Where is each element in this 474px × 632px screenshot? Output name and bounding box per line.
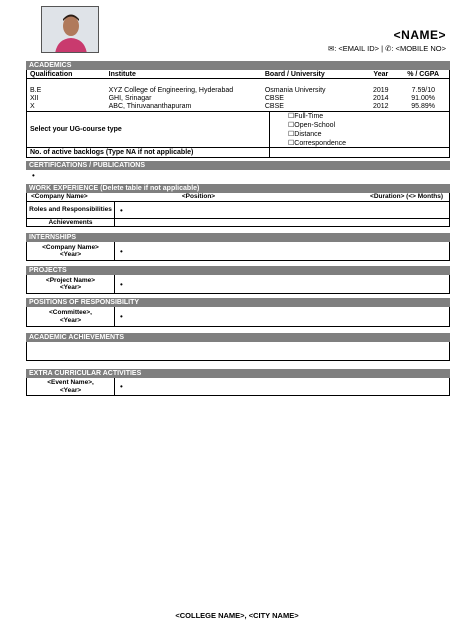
certifications-section <box>26 161 450 181</box>
position-label <box>27 307 115 326</box>
backlogs-value[interactable] <box>270 148 449 157</box>
roles-bullet: • <box>120 205 123 215</box>
extra-row <box>27 378 449 395</box>
cell-qualification: XII <box>30 95 39 102</box>
position-bullet: • <box>120 312 123 321</box>
cell-year: 2012 <box>372 103 389 110</box>
checkbox-open-school[interactable]: ☐Open-School <box>288 122 336 129</box>
ug-course-row <box>27 111 449 147</box>
cell-board: CBSE <box>264 103 284 110</box>
work-table <box>26 193 450 227</box>
list-item: • <box>32 171 35 180</box>
table-row <box>27 87 449 95</box>
academics-table <box>26 70 450 158</box>
cell-institute: GHI, Srinagar <box>108 95 152 102</box>
extra-year: <Year> <box>59 386 82 394</box>
contact-line: ✉: <EMAIL ID> | ✆: <MOBILE NO> <box>327 44 446 53</box>
ug-course-options <box>270 112 346 147</box>
achievements-label: Achievements <box>27 219 115 226</box>
section-title-positions: POSITIONS OF RESPONSIBILITY <box>26 298 450 307</box>
profile-photo <box>41 6 99 53</box>
project-year: <Year> <box>59 284 82 291</box>
col-board: Board / University <box>264 71 325 78</box>
cell-institute: ABC, Thiruvananthapuram <box>108 103 192 110</box>
backlogs-label: No. of active backlogs (Type NA if not applicable) <box>27 148 270 157</box>
position-committee: <Committee>, <box>49 309 92 316</box>
section-title-work: WORK EXPERIENCE (Delete table if not applicable) <box>26 184 450 193</box>
project-bullet: • <box>120 279 123 289</box>
work-company: <Company Name> <box>31 193 88 200</box>
achievements-box <box>26 342 450 361</box>
col-qualification: Qualification <box>30 71 73 78</box>
cell-institute: XYZ College of Engineering, Hyderabad <box>108 87 234 94</box>
work-position: <Position> <box>181 193 216 200</box>
extra-table <box>26 378 450 396</box>
academics-header-row <box>27 70 449 79</box>
extra-event: <Event Name>, <box>47 379 94 386</box>
position-row <box>27 307 449 326</box>
internships-section <box>26 233 450 261</box>
section-title-achievements: ACADEMIC ACHIEVEMENTS <box>26 333 450 342</box>
section-title-certifications: CERTIFICATIONS / PUBLICATIONS <box>26 161 450 170</box>
col-score: % / CGPA <box>407 71 439 78</box>
positions-table <box>26 307 450 327</box>
internships-table <box>26 242 450 261</box>
backlogs-row <box>27 147 449 157</box>
cell-score: 91.00% <box>411 95 436 102</box>
checkbox-distance[interactable]: ☐Distance <box>288 131 322 138</box>
academics-section <box>26 61 450 158</box>
person-avatar-icon <box>42 7 99 53</box>
position-year: <Year> <box>59 316 82 324</box>
positions-section <box>26 298 450 327</box>
academic-achievements-section <box>26 333 450 361</box>
extra-bullet: • <box>120 382 123 391</box>
achievements-row <box>27 218 449 226</box>
cell-qualification: X <box>30 103 35 110</box>
work-experience-section <box>26 184 450 227</box>
project-name: <Project Name> <box>45 276 96 284</box>
candidate-name: <NAME> <box>393 28 446 42</box>
footer-college: <COLLEGE NAME>, <CITY NAME> <box>175 611 299 620</box>
roles-row <box>27 201 449 218</box>
cell-year: 2014 <box>372 95 389 102</box>
project-label <box>27 275 115 293</box>
cell-qualification: B.E <box>30 87 42 94</box>
internship-bullet: • <box>120 246 123 256</box>
cell-board: CBSE <box>264 95 284 102</box>
col-year: Year <box>373 71 389 78</box>
section-title-academics: ACADEMICS <box>26 61 450 70</box>
section-title-projects: PROJECTS <box>26 266 450 275</box>
extra-label <box>27 378 115 395</box>
projects-table <box>26 275 450 294</box>
section-title-internships: INTERNSHIPS <box>26 233 450 242</box>
col-institute: Institute <box>108 71 136 78</box>
internship-row <box>27 242 449 260</box>
work-duration: <Duration> (<> Months) <box>370 193 443 200</box>
internship-label <box>27 242 115 260</box>
table-row <box>27 95 449 103</box>
work-header-row <box>27 193 449 201</box>
cell-score: 7.59/10 <box>411 87 436 94</box>
projects-section <box>26 266 450 294</box>
ug-course-label: Select your UG-course type <box>27 112 270 147</box>
internship-company: <Company Name> <box>42 243 99 251</box>
section-title-extra: EXTRA CURRICULAR ACTIVITIES <box>26 369 450 378</box>
extra-curricular-section <box>26 369 450 396</box>
cell-year: 2019 <box>372 87 389 94</box>
table-row <box>27 103 449 111</box>
achievements-value <box>115 219 449 226</box>
cell-score: 95.89% <box>411 103 436 110</box>
roles-label: Roles and Responsibilities <box>27 202 115 218</box>
cell-board: Osmania University <box>264 87 326 94</box>
project-row <box>27 275 449 293</box>
checkbox-full-time[interactable]: ☐Full-Time <box>288 113 324 120</box>
internship-year: <Year> <box>59 251 82 258</box>
checkbox-correspondence[interactable]: ☐Correspondence <box>288 140 347 147</box>
